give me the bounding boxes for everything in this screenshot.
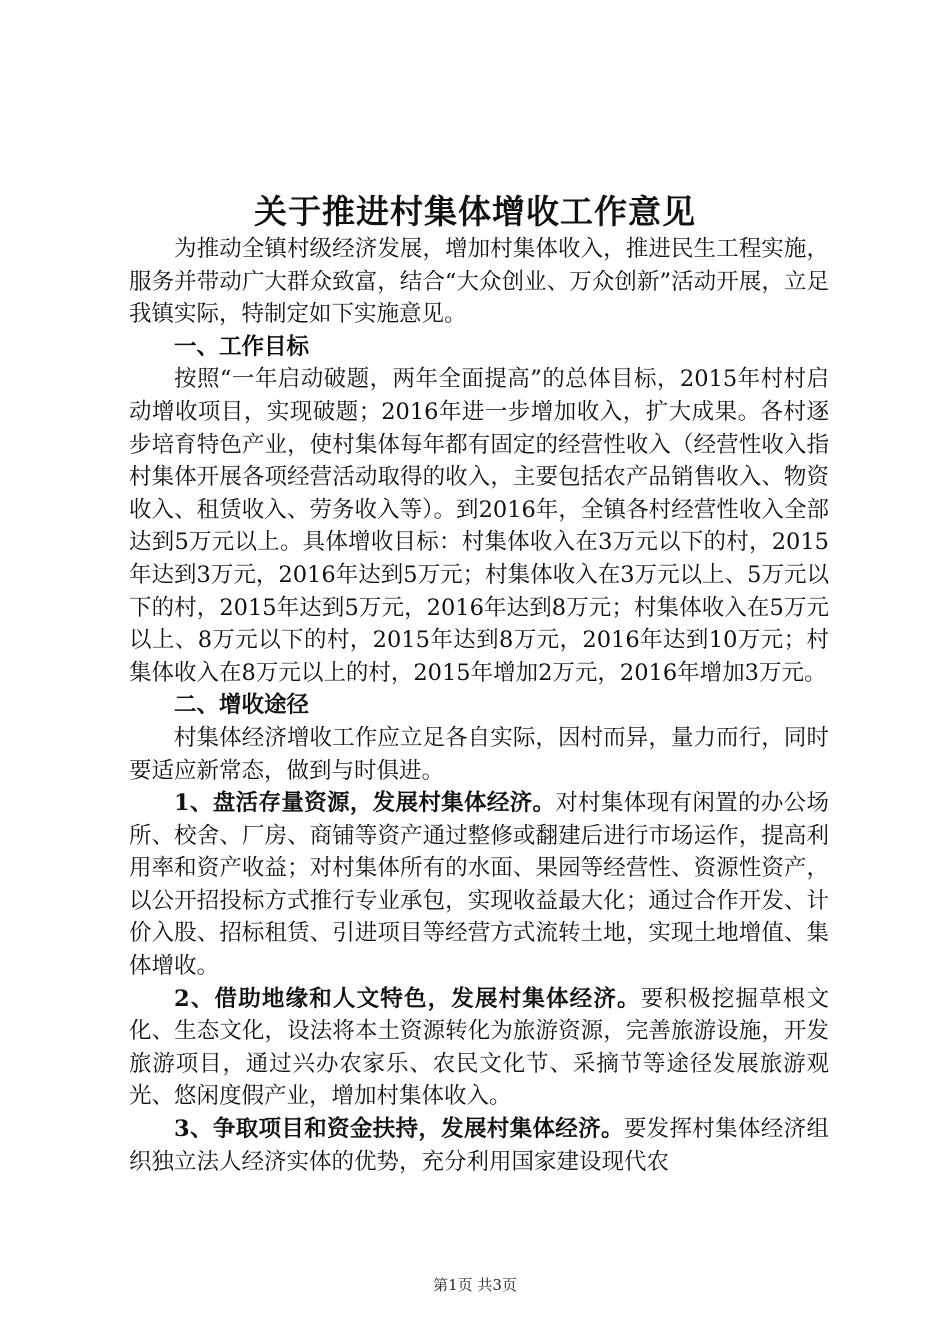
- page-number-footer: 第1页 共3页: [433, 1276, 517, 1294]
- goals-paragraph: 按照“一年启动破题，两年全面提高”的总体目标，2015年村村启动增收项目，实现破题；2016年进一步增加收入，扩大成果。各村逐步培育特色产业，使村集体每年都有固定的经营性收入（经营性收入指村集体开展各项经营活动取得的收入，主要包括农产品销售收入、物资收入、租赁收入、劳务收入等）。到2016年，全镇各村经营性收入全部达到5万元以上。具体增收目标：村集体收入在3万元以下的村，2015年达到3万元，2016年达到5万元；村集体收入在3万元以上、5万元以下的村，2015年达到5万元，2016年达到8万元；村集体收入在5万元以上、8万元以下的村，2015年达到8万元，2016年达到10万元；村集体收入在8万元以上的村，2015年增加2万元，2016年增加3万元。: [129, 366, 829, 686]
- document-title: 关于推进村集体增收工作意见: [254, 192, 696, 231]
- section-heading-goals: 一、工作目标: [174, 333, 310, 360]
- approach-item-2: [129, 983, 829, 1113]
- intro-paragraph: 为推动全镇村级经济发展，增加村集体收入，推进民生工程实施，服务并带动广大群众致富，结合“大众创业、万众创新”活动开展，立足我镇实际，特制定如下实施意见。: [129, 236, 829, 328]
- approach-item-2-lead: 2、借助地缘和人文特色，发展村集体经济。: [174, 985, 641, 1012]
- approach-item-3-text: 要发挥村集体经济组织独立法人经济实体的优势，充分利用国家建设现代农: [129, 1116, 829, 1175]
- approach-item-3-lead: 3、争取项目和资金扶持，发展村集体经济。: [174, 1116, 624, 1143]
- document-body: [129, 233, 829, 1178]
- approaches-paragraph: 村集体经济增收工作应立足各自实际，因村而异，量力而行，同时要适应新常态，做到与时俱进。: [129, 724, 829, 784]
- approach-item-3: [129, 1113, 829, 1178]
- approach-item-1: [129, 787, 829, 983]
- section-heading-approaches: 二、增收途径: [174, 692, 310, 719]
- approach-item-2-text: 要积极挖掘草根文化、生态文化，设法将本土资源转化为旅游资源，完善旅游设施，开发旅游项目，通过兴办农家乐、农民文化节、采摘节等途径发展旅游观光、悠闲度假产业，增加村集体收入。: [129, 985, 829, 1110]
- approach-item-1-lead: 1、盘活存量资源，发展村集体经济。: [174, 790, 556, 817]
- approach-item-1-text: 对村集体现有闲置的办公场所、校舍、厂房、商铺等资产通过整修或翻建后进行市场运作，提高利用率和资产收益；对村集体所有的水面、果园等经营性、资源性资产，以公开招投标方式推行专业承包，实现收益最大化；通过合作开发、计价入股、招标租赁、引进项目等经营方式流转土地，实现土地增值、集体增收。: [129, 790, 829, 980]
